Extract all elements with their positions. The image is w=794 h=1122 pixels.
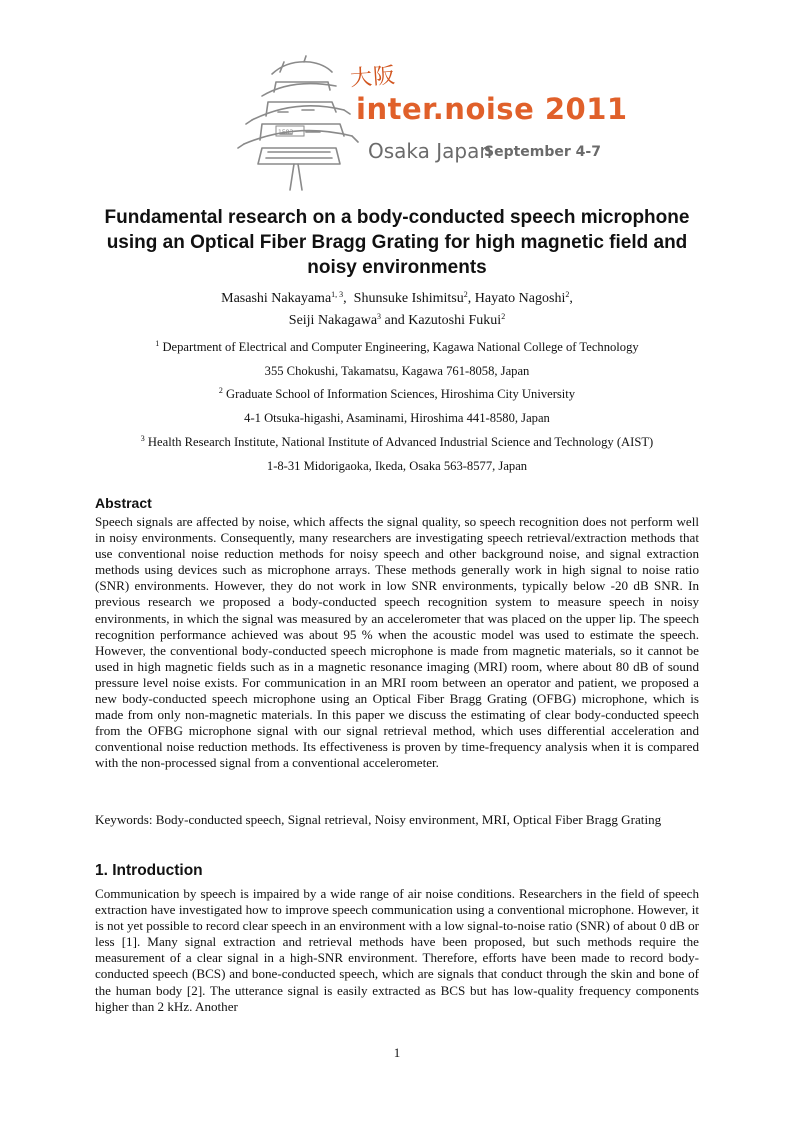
author-affil-sup: 3: [377, 312, 382, 321]
abstract-heading: Abstract: [95, 495, 152, 511]
affiliation-number: 2: [218, 386, 223, 395]
author-name: Seiji Nakagawa: [288, 313, 378, 328]
page-number: 1: [393, 1045, 401, 1060]
author-name: Kazutoshi Fukui: [408, 313, 502, 328]
paper-title: Fundamental research on a body-conducted speech microphone using an Optical Fiber Bragg Grating for high magnetic field and noisy environments: [104, 207, 690, 278]
logo-brand-name: inter.noise 2011: [356, 92, 628, 126]
author-line-2: [95, 310, 699, 332]
svg-text:1583: 1583: [278, 129, 294, 136]
affiliation-3-address: 1-8-31 Midorigaoka, Ikeda, Osaka 563-8577, Japan: [266, 459, 528, 473]
affiliation-2-address: 4-1 Otsuka-higashi, Asaminami, Hiroshima 441-8580, Japan: [244, 411, 550, 425]
affiliation-name: Health Research Institute, National Institute of Advanced Industrial Science and Technology (AIST): [147, 435, 654, 449]
keywords: Keywords: Body-conducted speech, Signal retrieval, Noisy environment, MRI, Optical Fiber Bragg Grating: [95, 812, 662, 827]
logo-kanji: 大阪: [349, 63, 397, 92]
affiliation-number: 1: [155, 339, 160, 348]
author-affil-sup: 2: [501, 312, 506, 321]
author-affil-sup: 1, 3: [331, 290, 344, 299]
osaka-castle-icon: [232, 52, 362, 192]
author-affil-sup: 2: [463, 290, 468, 299]
logo-location: Osaka Japan: [368, 139, 493, 163]
affiliation-2-name: [95, 387, 699, 402]
logo-dates: September 4-7: [484, 144, 601, 160]
affiliation-1-address: 355 Chokushi, Takamatsu, Kagawa 761-8058, Japan: [264, 364, 530, 378]
author-conjunction: and: [384, 313, 405, 328]
introduction-heading: 1. Introduction: [95, 862, 203, 879]
affiliation-number: 3: [140, 434, 145, 443]
affiliation-1-name: [95, 340, 699, 355]
introduction-body: Communication by speech is impaired by a wide range of air noise conditions. Researchers in the field of speech extraction have investigated how to improve speech communication using a conventional microphone. However, it is not yet possible to record clear speech in an environment with a low signal-to-noise ratio (SNR) of about 0 dB or less [1]. Many signal extraction and retrieval methods have been proposed, but such methods require the measurement of a clear signal in a high-SNR environment. Therefore, efforts have been made to record body-conducted speech (BCS) and bone-conducted speech, which are signals that conduct through the skin and bone of the human body [2]. The utterance signal is easily extracted as BCS but has low-quality frequency components higher than 2 kHz. Another: [95, 886, 699, 1014]
affiliation-name: Department of Electrical and Computer Engineering, Kagawa National College of Technology: [162, 340, 639, 354]
author-name: Hayato Nagoshi: [474, 291, 566, 306]
conference-logo: [232, 52, 628, 192]
author-name: Masashi Nakayama: [221, 291, 332, 306]
abstract-body: Speech signals are affected by noise, which affects the signal quality, so speech recognition does not perform well in noisy environments. Consequently, many researchers are investigating speech retrieval/extraction methods that use conventional noise reduction methods for noisy speech and other background noise, and signal extraction methods using devices such as microphone arrays. These methods generally work in high signal to noise ratio (SNR) environments. However, they do not work in low SNR environments, typically below -20 dB SNR. In previous research we proposed a body-conducted speech recognition system to measure speech in noisy environments, in which the signal was measured by an accelerometer that was placed on the upper lip. The speech recognition performance achieved was about 95 % when the acoustic model was used to estimate the speech. However, the conventional body-conducted speech microphone is made from magnetic materials, so it cannot be used in high magnetic fields such as in a magnetic resonance imaging (MRI) room, where about 80 dB of sound pressure level noise exists. For communication in an MRI room between an operator and patient, we proposed a new body-conducted speech microphone using an Optical Fiber Bragg Grating (OFBG) microphone, which is made from only non-magnetic materials. In this paper we discuss the estimating of clear body-conducted speech from the OFBG microphone signal with our signal retrieval method, which uses differential acceleration and conventional noise reduction methods. Its effectiveness is proven by time-frequency analysis when it is compared with the non-processed signal from a conventional accelerometer.: [95, 514, 699, 771]
author-list: [95, 288, 699, 332]
affiliation-name: Graduate School of Information Sciences, Hiroshima City University: [226, 387, 576, 401]
author-affil-sup: 2: [565, 290, 570, 299]
affiliation-3-name: [95, 435, 699, 450]
author-name: Shunsuke Ishimitsu: [353, 291, 464, 306]
author-line-1: Masashi Nakayama$^{1, 3}$, Shunsuke Ishimitsu$^2$, Hayato Nagoshi$^2$,: [221, 290, 573, 306]
